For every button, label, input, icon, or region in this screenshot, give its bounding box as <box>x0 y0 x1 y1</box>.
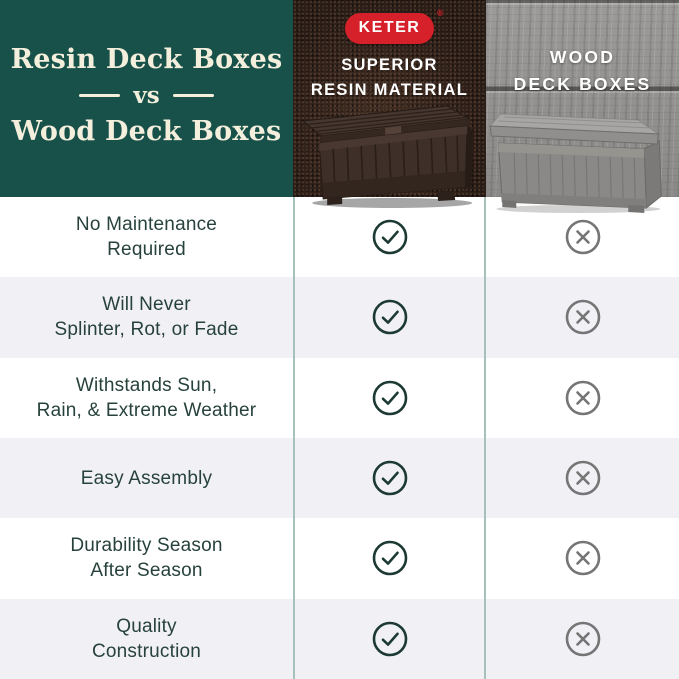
feature-label <box>0 358 293 438</box>
wood-value-cell <box>486 358 679 438</box>
cross-icon <box>564 459 602 497</box>
resin-value-cell <box>293 438 486 518</box>
resin-value-cell <box>293 518 486 598</box>
feature-row-withstands-weather <box>0 358 679 438</box>
header <box>0 0 679 197</box>
feature-label-line-2: After Season <box>90 560 203 582</box>
feature-label-line-2: Splinter, Rot, or Fade <box>54 319 239 341</box>
feature-row-easy-assembly <box>0 438 679 518</box>
feature-label <box>0 438 293 518</box>
resin-value-cell <box>293 197 486 277</box>
keter-tagline-line-2: RESIN MATERIAL <box>310 80 469 99</box>
feature-label <box>0 599 293 679</box>
keter-logo <box>345 8 444 44</box>
check-icon <box>371 459 409 497</box>
cross-icon <box>564 218 602 256</box>
feature-label-line-1: Durability Season <box>70 535 223 557</box>
feature-label <box>0 277 293 357</box>
wood-column-title <box>486 44 679 98</box>
feature-label-line-2: Rain, & Extreme Weather <box>36 399 257 421</box>
resin-value-cell <box>293 599 486 679</box>
wood-deck-box-image <box>486 96 672 214</box>
check-icon <box>371 539 409 577</box>
wood-value-cell <box>486 518 679 598</box>
cross-icon <box>564 539 602 577</box>
feature-label-line-1: No Maintenance <box>75 214 218 236</box>
check-icon <box>371 298 409 336</box>
feature-label-line-1: Easy Assembly <box>80 467 213 489</box>
wood-value-cell <box>486 599 679 679</box>
feature-label-line-1: Will Never <box>102 294 191 316</box>
check-icon <box>371 218 409 256</box>
feature-label-line-1: Quality <box>116 615 177 637</box>
feature-label <box>0 518 293 598</box>
feature-label-line-1: Withstands Sun, <box>75 374 218 396</box>
wood-title-line-2: DECK BOXES <box>513 74 652 95</box>
wood-value-cell <box>486 438 679 518</box>
wood-title-line-1: WOOD <box>549 47 616 67</box>
resin-deck-box-image <box>297 91 479 209</box>
registered-trademark-icon: ® <box>436 8 444 18</box>
cross-icon <box>564 298 602 336</box>
keter-tagline-line-1: SUPERIOR <box>341 56 438 74</box>
vs-dash-left <box>79 94 120 97</box>
wood-value-cell <box>486 277 679 357</box>
comparison-table <box>0 197 679 679</box>
vs-dash-right <box>173 94 214 97</box>
resin-value-cell <box>293 358 486 438</box>
wood-column-header <box>486 0 679 197</box>
title-block <box>0 0 293 197</box>
cross-icon <box>564 379 602 417</box>
feature-label <box>0 197 293 277</box>
feature-row-quality <box>0 599 679 679</box>
feature-row-durability <box>0 518 679 598</box>
title-line-2: Wood Deck Boxes <box>11 116 282 147</box>
title-line-1: Resin Deck Boxes <box>10 43 283 75</box>
vs-label: vs <box>133 82 160 109</box>
cross-icon <box>564 620 602 658</box>
feature-label-line-2: Required <box>107 239 186 261</box>
keter-brand-label: KETER <box>345 13 435 44</box>
feature-label-line-2: Construction <box>91 640 202 662</box>
vs-row <box>79 82 213 109</box>
check-icon <box>371 379 409 417</box>
resin-value-cell <box>293 277 486 357</box>
check-icon <box>371 620 409 658</box>
feature-row-never-splinter <box>0 277 679 357</box>
keter-column-header <box>293 0 486 197</box>
